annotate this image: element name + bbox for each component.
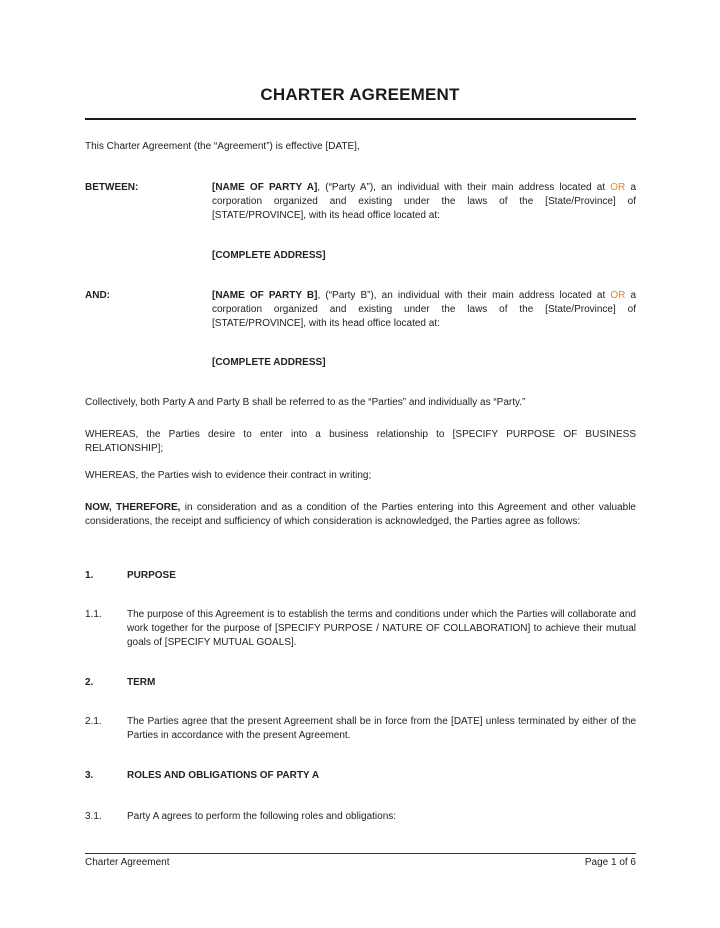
section-3-heading: ROLES AND OBLIGATIONS OF PARTY A — [127, 770, 320, 781]
section-2-number: 2. — [85, 677, 94, 688]
clause-2-1-text: The Parties agree that the present Agreement shall be in force from the [DATE] unless terminated by either of the Parties in accordance with the present Agreement. — [127, 716, 636, 741]
between-label: BETWEEN: — [85, 182, 139, 193]
party-a-text-2: a corporation organized and existing under the laws of the [State/Province] of [STATE/PROVINCE], with its head office located at: — [212, 182, 637, 221]
section-1-heading: PURPOSE — [127, 570, 176, 581]
now-therefore-rest: in consideration and as a condition of the Parties entering into this Agreement and other valuable considerations, the receipt and sufficiency of which consideration is acknowledged, the Parties agree as follows: — [85, 502, 636, 527]
party-b-address: [COMPLETE ADDRESS] — [212, 357, 326, 368]
footer-divider — [85, 853, 636, 854]
party-a-address: [COMPLETE ADDRESS] — [212, 250, 326, 261]
whereas-paragraph-1: WHEREAS, the Parties desire to enter into a business relationship to [SPECIFY PURPOSE OF BUSINESS RELATIONSHIP]; — [85, 429, 636, 454]
clause-2-1-number: 2.1. — [85, 716, 102, 727]
party-b-details — [212, 289, 636, 331]
section-2-heading: TERM — [127, 677, 156, 688]
section-1-number: 1. — [85, 570, 94, 581]
party-b-text-2: a corporation organized and existing under the laws of the [State/Province] of [STATE/PROVINCE], with its head office located at: — [212, 290, 637, 329]
clause-3-1-number: 3.1. — [85, 811, 102, 822]
clause-3-1-text: Party A agrees to perform the following roles and obligations: — [127, 811, 397, 822]
whereas-paragraph-2: WHEREAS, the Parties wish to evidence their contract in writing; — [85, 470, 372, 481]
intro-paragraph: This Charter Agreement (the “Agreement”) is effective [DATE], — [85, 141, 360, 152]
footer-page-number: Page 1 of 6 — [584, 857, 636, 868]
now-therefore-lead: NOW, THEREFORE, — [85, 502, 181, 513]
now-therefore-paragraph — [85, 501, 636, 529]
party-a-or: OR — [610, 182, 626, 193]
and-label: AND: — [85, 290, 110, 301]
party-a-details — [212, 181, 636, 223]
document-title: CHARTER AGREEMENT — [260, 85, 460, 104]
party-a-name: [NAME OF PARTY A] — [212, 182, 318, 193]
party-a-text-1: , (“Party A”), an individual with their main address located at — [317, 182, 611, 193]
party-b-text-1: , (“Party B”), an individual with their main address located at — [317, 290, 611, 301]
clause-1-1-number: 1.1. — [85, 609, 102, 620]
party-b-name: [NAME OF PARTY B] — [212, 290, 318, 301]
party-b-or: OR — [610, 290, 626, 301]
section-3-number: 3. — [85, 770, 94, 781]
footer-document-name: Charter Agreement — [85, 857, 170, 868]
clause-1-1-text: The purpose of this Agreement is to establish the terms and conditions under which the Parties will collaborate and work together for the purpose of [SPECIFY PURPOSE / NATURE OF COLLABORATION] to achieve their mutual goals of [SPECIFY MUTUAL GOALS]. — [127, 609, 636, 648]
title-divider — [85, 118, 636, 120]
collectively-paragraph: Collectively, both Party A and Party B shall be referred to as the “Parties” and individually as “Party.” — [85, 397, 526, 408]
